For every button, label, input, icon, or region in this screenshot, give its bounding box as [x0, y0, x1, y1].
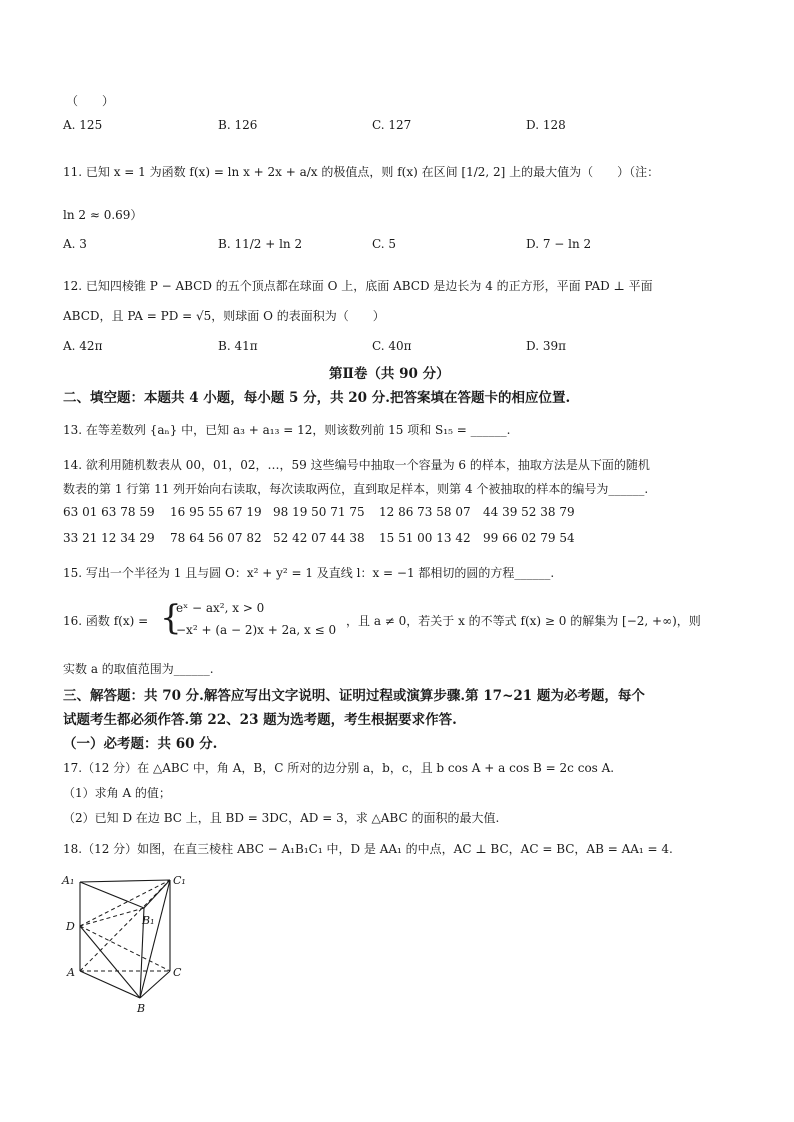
- segment-d-b: [80, 926, 140, 998]
- edge-a1-c1: [80, 880, 170, 882]
- label-a: A: [67, 966, 75, 979]
- table-cell: 16 95 55 67 19: [170, 505, 262, 519]
- q12-option-d: D. 39π: [526, 339, 566, 353]
- section3-line2: 试题考生都必须作答.第 22、23 题为选考题，考生根据要求作答.: [63, 712, 457, 728]
- label-d: D: [66, 920, 75, 933]
- answer-paren: （ ）: [66, 94, 115, 108]
- table-cell: 52 42 07 44 38: [273, 531, 365, 545]
- label-b1: B₁: [142, 914, 155, 927]
- q17-part1: （1）求角 A 的值；: [63, 786, 171, 800]
- q10-option-b: B. 126: [218, 118, 258, 132]
- segment-b1-d-hidden: [80, 908, 144, 926]
- q11-option-d: D. 7 − ln 2: [526, 237, 592, 251]
- q11-stem: 11. 已知 x = 1 为函数 f(x) = ln x + 2x + a/x 的极值点，则 f(x) 在区间 [1/2, 2] 上的最大值为（ ）（注：: [63, 165, 660, 179]
- q16-case1: eˣ − ax², x > 0: [176, 601, 265, 615]
- q18-stem: 18.（12 分）如图，在直三棱柱 ABC − A₁B₁C₁ 中，D 是 AA₁ 的中点，AC ⊥ BC，AC = BC，AB = AA₁ = 4.: [63, 842, 673, 856]
- q12-option-b: B. 41π: [218, 339, 258, 353]
- q11-note: ln 2 ≈ 0.69）: [63, 208, 143, 222]
- q12-option-c: C. 40π: [372, 339, 412, 353]
- prism-figure: [60, 868, 200, 1018]
- q12-option-a: A. 42π: [63, 339, 103, 353]
- q16-suffix: ，且 a ≠ 0，若关于 x 的不等式 f(x) ≥ 0 的解集为 [−2, +∞)，则: [346, 614, 701, 628]
- segment-a-c1-hidden: [80, 880, 170, 971]
- table-cell: 78 64 56 07 82: [170, 531, 262, 545]
- label-a1: A₁: [62, 874, 75, 887]
- edge-a-b: [80, 971, 140, 998]
- label-b: B: [137, 1002, 146, 1015]
- q10-option-c: C. 127: [372, 118, 412, 132]
- q14-line2: 数表的第 1 行第 11 列开始向右读取，每次读取两位，直到取足样本，则第 4 个被抽取的样本的编号为______.: [63, 482, 649, 496]
- edge-b-c: [140, 971, 170, 998]
- table-cell: 15 51 00 13 42: [379, 531, 471, 545]
- q16-prefix: 16. 函数 f(x) =: [63, 614, 149, 628]
- q12-line2: ABCD，且 PA = PD = √5，则球面 O 的表面积为（ ）: [63, 309, 385, 323]
- table-cell: 98 19 50 71 75: [273, 505, 365, 519]
- table-cell: 12 86 73 58 07: [379, 505, 471, 519]
- q11-option-c: C. 5: [372, 237, 397, 251]
- edge-a1-b1: [80, 882, 144, 908]
- section3-subtitle: （一）必考题：共 60 分.: [63, 736, 218, 752]
- q15: 15. 写出一个半径为 1 且与圆 O：x² + y² = 1 及直线 l：x = −1 都相切的圆的方程______.: [63, 566, 555, 580]
- q11-option-a: A. 3: [63, 237, 87, 251]
- table-cell: 44 39 52 38 79: [483, 505, 575, 519]
- table-cell: 33 21 12 34 29: [63, 531, 155, 545]
- q16-case2: −x² + (a − 2)x + 2a, x ≤ 0: [176, 623, 337, 637]
- q14-line1: 14. 欲利用随机数表从 00，01，02，…，59 这些编号中抽取一个容量为 6 的样本，抽取方法是从下面的随机: [63, 458, 650, 472]
- segment-c1-b: [140, 880, 170, 998]
- table-cell: 99 66 02 79 54: [483, 531, 575, 545]
- q10-option-d: D. 128: [526, 118, 566, 132]
- q17-stem: 17.（12 分）在 △ABC 中，角 A，B，C 所对的边分别 a，b，c，且 b cos A + a cos B = 2c cos A.: [63, 761, 615, 775]
- q10-option-a: A. 125: [63, 118, 103, 132]
- label-c: C: [173, 966, 182, 979]
- section3-line1: 三、解答题：共 70 分.解答应写出文字说明、证明过程或演算步骤.第 17~21 题为必考题，每个: [63, 688, 645, 704]
- q17-part2: （2）已知 D 在边 BC 上，且 BD = 3DC，AD = 3，求 △ABC 的面积的最大值.: [63, 811, 500, 825]
- section2-title: 二、填空题：本题共 4 小题，每小题 5 分，共 20 分.把答案填在答题卡的相应位置.: [63, 390, 571, 406]
- table-cell: 63 01 63 78 59: [63, 505, 155, 519]
- q16-line2: 实数 a 的取值范围为______.: [63, 662, 214, 676]
- part2-title: 第Ⅱ卷（共 90 分）: [329, 366, 450, 382]
- q16-brace: {: [160, 598, 182, 638]
- q13: 13. 在等差数列 {aₙ} 中，已知 a₃ + a₁₃ = 12，则该数列前 15 项和 S₁₅ = ______.: [63, 423, 511, 437]
- q11-option-b: B. 11/2 + ln 2: [218, 237, 303, 251]
- q12-line1: 12. 已知四棱锥 P − ABCD 的五个顶点都在球面 O 上，底面 ABCD 是边长为 4 的正方形，平面 PAD ⊥ 平面: [63, 279, 653, 293]
- label-c1: C₁: [173, 874, 186, 887]
